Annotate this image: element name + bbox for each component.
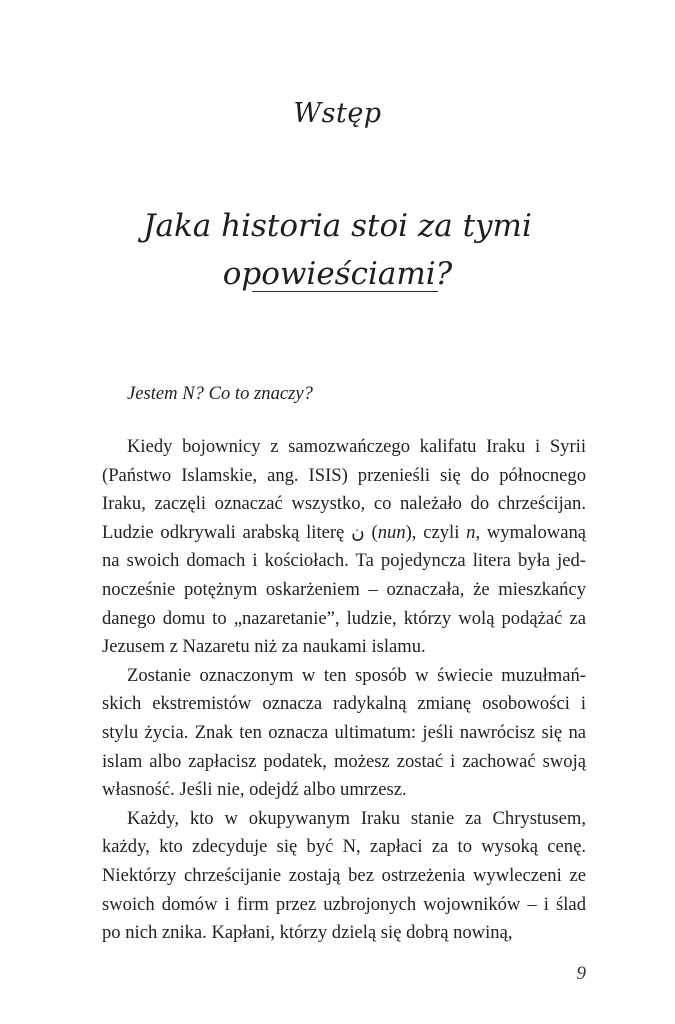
chapter-label: Wstęp <box>293 98 382 129</box>
body-text <box>102 433 586 948</box>
text-run: , wymalowaną na swoich domach i kościołach. Ta pojedyncza litera była jednocześnie potężnym oskarżeniem – oznaczała, że mieszkańcy danego domu to „nazaretanie”, ludzie, którzy wolą podążać za Jezusem z Nazaretu niż za naukami islamu. <box>102 521 586 658</box>
text-run: ), czyli <box>405 521 467 543</box>
epigraph: Jestem N? Co to znaczy? <box>127 383 313 404</box>
body-paragraph <box>102 805 586 948</box>
chapter-title: Jaka historia stoi za tymi opowieściami? <box>143 208 532 292</box>
italic-term: nun <box>377 521 406 543</box>
title-underline <box>252 291 438 292</box>
text-run: Każdy, kto w okupywanym Iraku stanie za Chrystusem, każdy, kto zdecyduje się być N, zapłaci za to wysoką cenę. Niektórzy chrześcijanie zostają bez ostrzeżenia wywleczeni ze swoich domów i firm przez uzbrojonych wojowników – i ślad po nich znika. Kapłani, którzy dzielą się dobrą nowiną, <box>102 807 586 944</box>
text-run: Zostanie oznaczonym w ten sposób w świecie muzułmańskich ekstremistów oznacza radykalną zmianę osobowości i stylu życia. Znak ten oznacza ultimatum: jeśli nawrócisz się na islam albo zapłacisz podatek, możesz zostać i zachować swoją własność. Jeśli nie, odejdź albo umrzesz. <box>102 664 586 801</box>
page-number: 9 <box>576 963 586 984</box>
body-paragraph <box>102 433 586 662</box>
body-paragraph <box>102 662 586 805</box>
italic-term: n <box>466 521 476 543</box>
text-run: Kiedy bojownicy z samozwańczego kalifatu Iraku i Syrii (Państwo Islamskie, ang. ISIS) przenieśli się do północnego Iraku, zaczęli oznaczać wszystko, co należało do chrześcijan. Ludzie odkrywali arabską literę ن ( <box>102 436 586 543</box>
